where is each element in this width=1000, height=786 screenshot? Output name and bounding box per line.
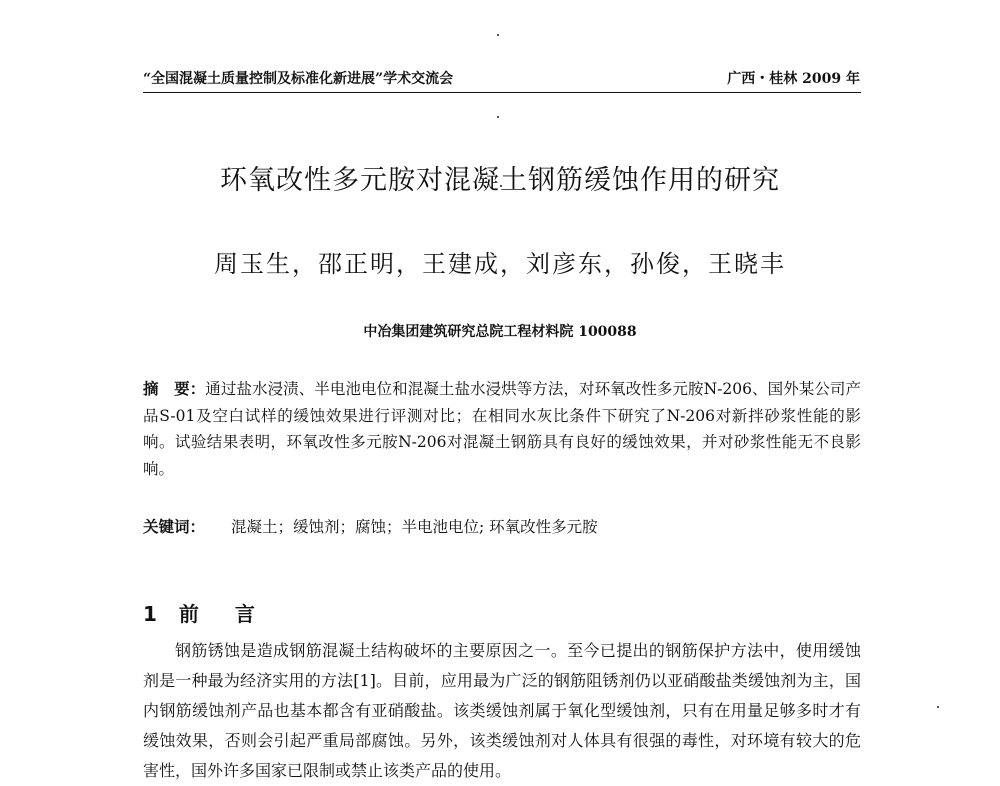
abstract — [143, 376, 861, 482]
keywords — [143, 514, 861, 540]
conference-name: “全国混凝土质量控制及标准化新进展”学术交流会 — [143, 71, 454, 87]
section-heading-part2: 言 — [234, 602, 255, 626]
abstract-label: 摘 要： — [143, 379, 206, 398]
section-number: 1 — [143, 602, 157, 626]
paper-affiliation: 中冶集团建筑研究总院工程材料院 100088 — [363, 324, 637, 340]
paper-title: 环氧改性多元胺对混凝土钢筋缓蚀作用的研究 — [220, 165, 780, 196]
header-rule — [143, 92, 861, 93]
abstract-text: 通过盐水浸渍、半电池电位和混凝土盐水浸烘等方法，对环氧改性多元胺N-206、国外某公司产品S-01及空白试样的缓蚀效果进行评测对比；在相同水灰比条件下研究了N-206对新拌砂浆性能的影响。试验结果表明，环氧改性多元胺N-206对混凝土钢筋具有良好的缓蚀效果，并对砂浆性能无不良影响。 — [143, 380, 861, 478]
scan-speck — [937, 706, 939, 708]
section-heading — [143, 598, 255, 627]
keywords-label: 关键词： — [143, 517, 206, 536]
paper-authors: 周玉生，邵正明，王建成，刘彦东，孙俊，王晓丰 — [214, 250, 786, 278]
running-header — [143, 68, 860, 92]
section-body-text: 钢筋锈蚀是造成钢筋混凝土结构破坏的主要原因之一。至今已提出的钢筋保护方法中，使用缓蚀剂是一种最为经济实用的方法[1]。目前，应用最为广泛的钢筋阻锈剂仍以亚硝酸盐类缓蚀剂为主，国内钢筋缓蚀剂产品也基本都含有亚硝酸盐。该类缓蚀剂属于氧化型缓蚀剂，只有在用量足够多时才有缓蚀效果，否则会引起严重局部腐蚀。另外，该类缓蚀剂对人体具有很强的毒性，对环境有较大的危害性，国外许多国家已限制或禁止该类产品的使用。 — [143, 641, 861, 780]
conference-location-date: 广西・桂林 2009 年 — [727, 71, 860, 87]
keywords-text: 混凝土；缓蚀剂；腐蚀；半电池电位; 环氧改性多元胺 — [231, 518, 598, 536]
scan-speck — [497, 34, 499, 36]
section-heading-part1: 前 — [178, 602, 199, 626]
scan-speck — [497, 116, 499, 118]
